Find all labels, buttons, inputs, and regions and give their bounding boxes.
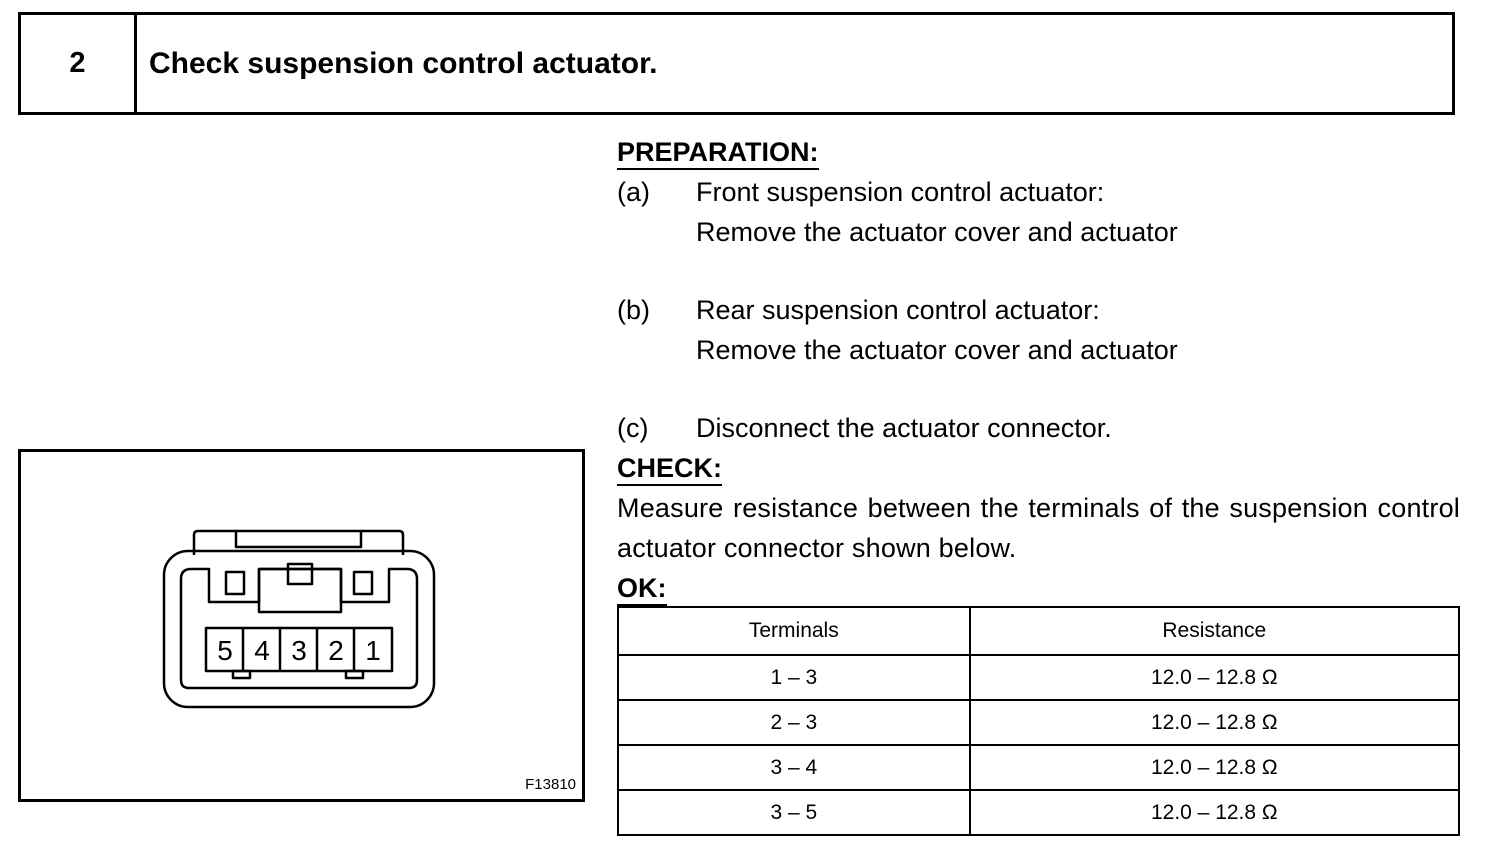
terminals-cell: 1 – 3: [618, 655, 970, 700]
instructions: [617, 132, 1460, 608]
resistance-cell: 12.0 – 12.8 Ω: [970, 790, 1459, 835]
step-number: 2: [21, 15, 137, 112]
resistance-cell: 12.0 – 12.8 Ω: [970, 745, 1459, 790]
terminals-cell: 3 – 4: [618, 745, 970, 790]
ok-heading: OK:: [617, 572, 667, 606]
pin-label: 4: [254, 635, 270, 666]
resistance-cell: 12.0 – 12.8 Ω: [970, 700, 1459, 745]
connector-figure: [18, 449, 585, 802]
prep-item-mark: (a): [617, 177, 650, 207]
prep-item-a: [617, 172, 1460, 252]
terminals-cell: 3 – 5: [618, 790, 970, 835]
prep-item-line: Rear suspension control actuator:: [696, 295, 1100, 325]
table-header-row: [618, 607, 1459, 655]
pin-label: 1: [365, 635, 381, 666]
check-text: Measure resistance between the terminals of the suspension control actuator connector shown below.: [617, 493, 1460, 563]
pin-label: 2: [328, 635, 344, 666]
pin-label: 5: [217, 635, 233, 666]
resistance-table: [617, 606, 1460, 836]
prep-item-mark: (b): [617, 295, 650, 325]
prep-item-line: Remove the actuator cover and actuator: [696, 217, 1178, 247]
table-row: [618, 655, 1459, 700]
prep-item-b: [617, 290, 1460, 370]
figure-id: F13810: [525, 776, 576, 793]
table-row: [618, 790, 1459, 835]
resistance-cell: 12.0 – 12.8 Ω: [970, 655, 1459, 700]
prep-item-line: Front suspension control actuator:: [696, 177, 1105, 207]
prep-item-mark: (c): [617, 413, 649, 443]
table-row: [618, 745, 1459, 790]
connector-diagram: [21, 452, 582, 799]
step-title: Check suspension control actuator.: [149, 46, 658, 80]
check-heading: CHECK:: [617, 452, 722, 486]
step-header: [18, 12, 1455, 115]
prep-item-line: Disconnect the actuator connector.: [696, 413, 1112, 443]
table-row: [618, 700, 1459, 745]
preparation-heading: PREPARATION:: [617, 136, 819, 170]
prep-item-c: [617, 408, 1460, 448]
prep-item-line: Remove the actuator cover and actuator: [696, 335, 1178, 365]
column-header-resistance: Resistance: [970, 607, 1459, 655]
pin-label: 3: [291, 635, 307, 666]
column-header-terminals: Terminals: [618, 607, 970, 655]
terminals-cell: 2 – 3: [618, 700, 970, 745]
